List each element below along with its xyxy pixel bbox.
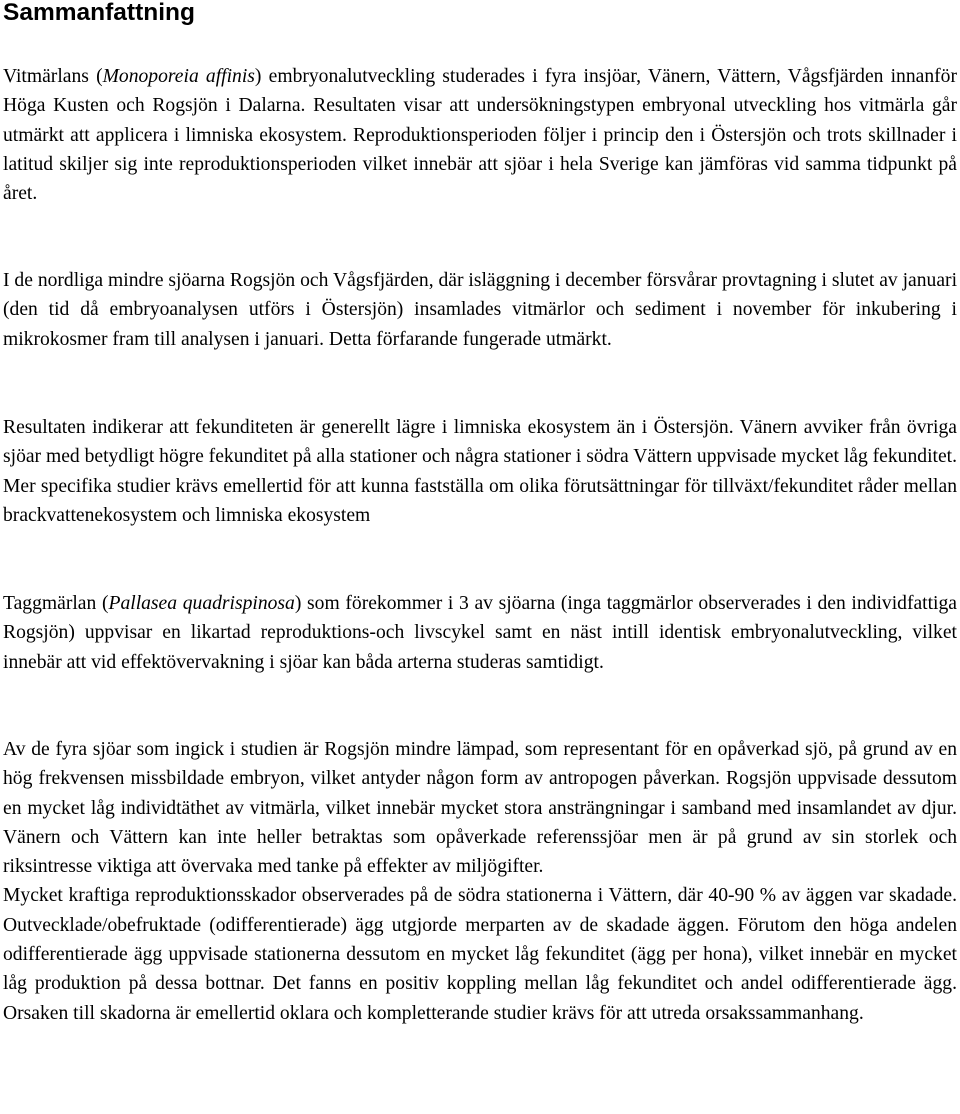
paragraph-summary-intro: [3, 62, 957, 208]
paragraph-text: ) embryonalutveckling studerades i fyra insjöar, Vänern, Vättern, Vågsfjärden innanför Höga Kusten och Rogsjön i Dalarna. Resultaten visar att undersökningstypen embryonal utveckling hos vitmärla går utmärkt att applicera i limniska ekosystem. Reproduktionsperioden följer i princip den i Östersjön och trots skillnader i latitud skiljer sig inte reproduktionsperioden vilket innebär att sjöar i hela Sverige kan jämföras vid samma tidpunkt på året.: [3, 66, 957, 205]
species-name: Monoporeia affinis: [102, 66, 255, 87]
paragraph-text: Taggmärlan (: [3, 593, 109, 614]
paragraph-lake-suitability: [3, 735, 957, 1028]
paragraph-text: ) som förekommer i 3 av sjöarna (inga taggmärlor observerades i den individfattiga Rogsjön) uppvisar en likartad reproduktions-och livscykel samt en näst intill identisk embryonalutveckling, vilket innebär att vid effektövervakning i sjöar kan båda arterna studeras samtidigt.: [3, 593, 957, 673]
paragraph-northern-lakes: I de nordliga mindre sjöarna Rogsjön och Vågsfjärden, där isläggning i december försvårar provtagning i slutet av januari (den tid då embryoanalysen utförs i Östersjön) insamlades vitmärlor och sediment i november för inkubering i mikrokosmer fram till analysen i januari. Detta förfarande fungerade utmärkt.: [3, 270, 958, 350]
paragraph-text: Vitmärlans (: [3, 66, 103, 87]
paragraph-taggmarlan: [3, 589, 957, 677]
paragraph-text: Av de fyra sjöar som ingick i studien är Rogsjön mindre lämpad, som representant för en opåverkad sjö, på grund av en hög frekvensen missbildade embryon, vilket antyder någon form av antropogen påverkan. Rogsjön uppvisade dessutom en mycket låg individtäthet av vitmärla, vilket innebär mycket stora ansträngningar i samband med insamlandet av djur. Vänern och Vättern kan inte heller betraktas som opåverkade referenssjöar men är på grund av sin storlek och riksintresse viktiga att övervaka med tanke på effekter av miljögifter.: [3, 739, 957, 878]
species-name: Pallasea quadrispinosa: [108, 593, 295, 614]
paragraph-fecundity: Resultaten indikerar att fekunditeten är generellt lägre i limniska ekosystem än i Östersjön. Vänern avviker från övriga sjöar med betydligt högre fekunditet på alla stationer och några stationer i södra Vättern uppvisade mycket låg fekunditet. Mer specifika studier krävs emellertid för att kunna fastställa om olika förutsättningar för tillväxt/fekunditet råder mellan brackvattenekosystem och limniska ekosystem: [3, 417, 957, 526]
section-heading: Sammanfattning: [3, 0, 195, 26]
paragraph-text: Mycket kraftiga reproduktionsskador observerades på de södra stationerna i Vättern, där 40-90 % av äggen var skadade. Outvecklade/obefruktade (odifferentierade) ägg utgjorde merparten av de skadade äggen. Förutom den höga andelen odifferentierade ägg uppvisade stationerna dessutom en mycket låg fekunditet (ägg per hona), vilket innebär en mycket låg produktion på dessa bottnar. Det fanns en positiv koppling mellan låg fekunditet och andel odifferentierade ägg. Orsaken till skadorna är emellertid oklara och kompletterande studier krävs för att utreda orsakssammanhang.: [3, 885, 957, 1024]
